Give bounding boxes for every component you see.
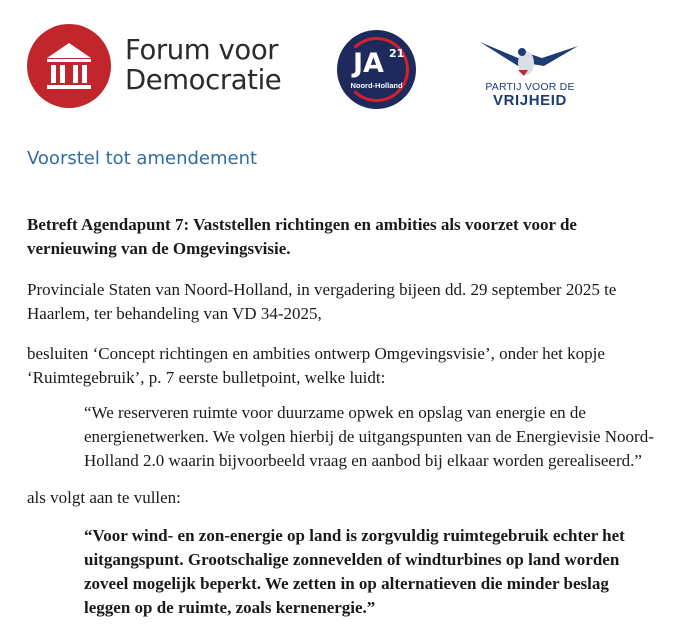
connector-text: als volgt aan te vullen: (27, 488, 181, 507)
intro-line: Provinciale Staten van Noord-Holland, in vergadering bijeen dd. 29 september 2025 te (27, 280, 617, 299)
decision-line: ‘Ruimtegebruik’, p. 7 eerste bulletpoint, welke luidt: (27, 368, 386, 387)
amendment-line: leggen op de ruimte, zoals kernenergie.” (84, 598, 376, 617)
ja21-logo (337, 30, 416, 109)
intro-line: Haarlem, ter behandeling van VD 34-2025, (27, 304, 322, 323)
subject-line: Betreft Agendapunt 7: Vaststellen richtingen en ambities als voorzet voor de (27, 215, 577, 234)
quote-line: Holland 2.0 waarin bijvoorbeeld vraag en aanbod bij elkaar worden gerealiseerd.” (84, 451, 642, 470)
pvv-line2: VRIJHEID (493, 92, 567, 109)
amendment-line: zoveel mogelijk beperkt. We zetten in op alternatieven die minder beslag (84, 574, 609, 593)
amendment-paragraph (84, 524, 696, 620)
ja21-main: JA (353, 48, 384, 79)
ja21-region: Noord-Holland (350, 81, 403, 90)
subject-line: vernieuwing van de Omgevingsvisie. (27, 239, 291, 258)
fvd-wordmark (125, 35, 281, 95)
fvd-temple-icon (27, 24, 111, 108)
quote-line: “We reserveren ruimte voor duurzame opwek en opslag van energie en de (84, 403, 586, 422)
pvv-logo (478, 36, 582, 108)
intro-paragraph (27, 278, 695, 326)
decision-line: besluiten ‘Concept richtingen en ambities ontwerp Omgevingsvisie’, onder het kopje (27, 344, 605, 363)
decision-paragraph (27, 342, 695, 390)
quote-line: energienetwerken. We volgen hierbij de uitgangspunten van de Energievisie Noord- (84, 427, 654, 446)
ja21-badge (337, 30, 416, 109)
amendment-line: uitgangspunt. Grootschalige zonnevelden of windturbines op land worden (84, 550, 620, 569)
quote-paragraph (84, 401, 696, 473)
document-title: Voorstel tot amendement (27, 148, 258, 169)
fvd-line2: Democratie (125, 64, 282, 96)
pvv-seagull-icon (478, 36, 582, 80)
pvv-line1: PARTIJ VOOR DE (485, 81, 575, 93)
fvd-logo (27, 24, 297, 108)
subject-paragraph (27, 213, 695, 261)
fvd-line1: Forum voor (125, 34, 279, 66)
ja21-sup: 21 (389, 47, 405, 60)
amendment-line: “Voor wind- en zon-energie op land is zorgvuldig ruimtegebruik echter het (84, 526, 625, 545)
